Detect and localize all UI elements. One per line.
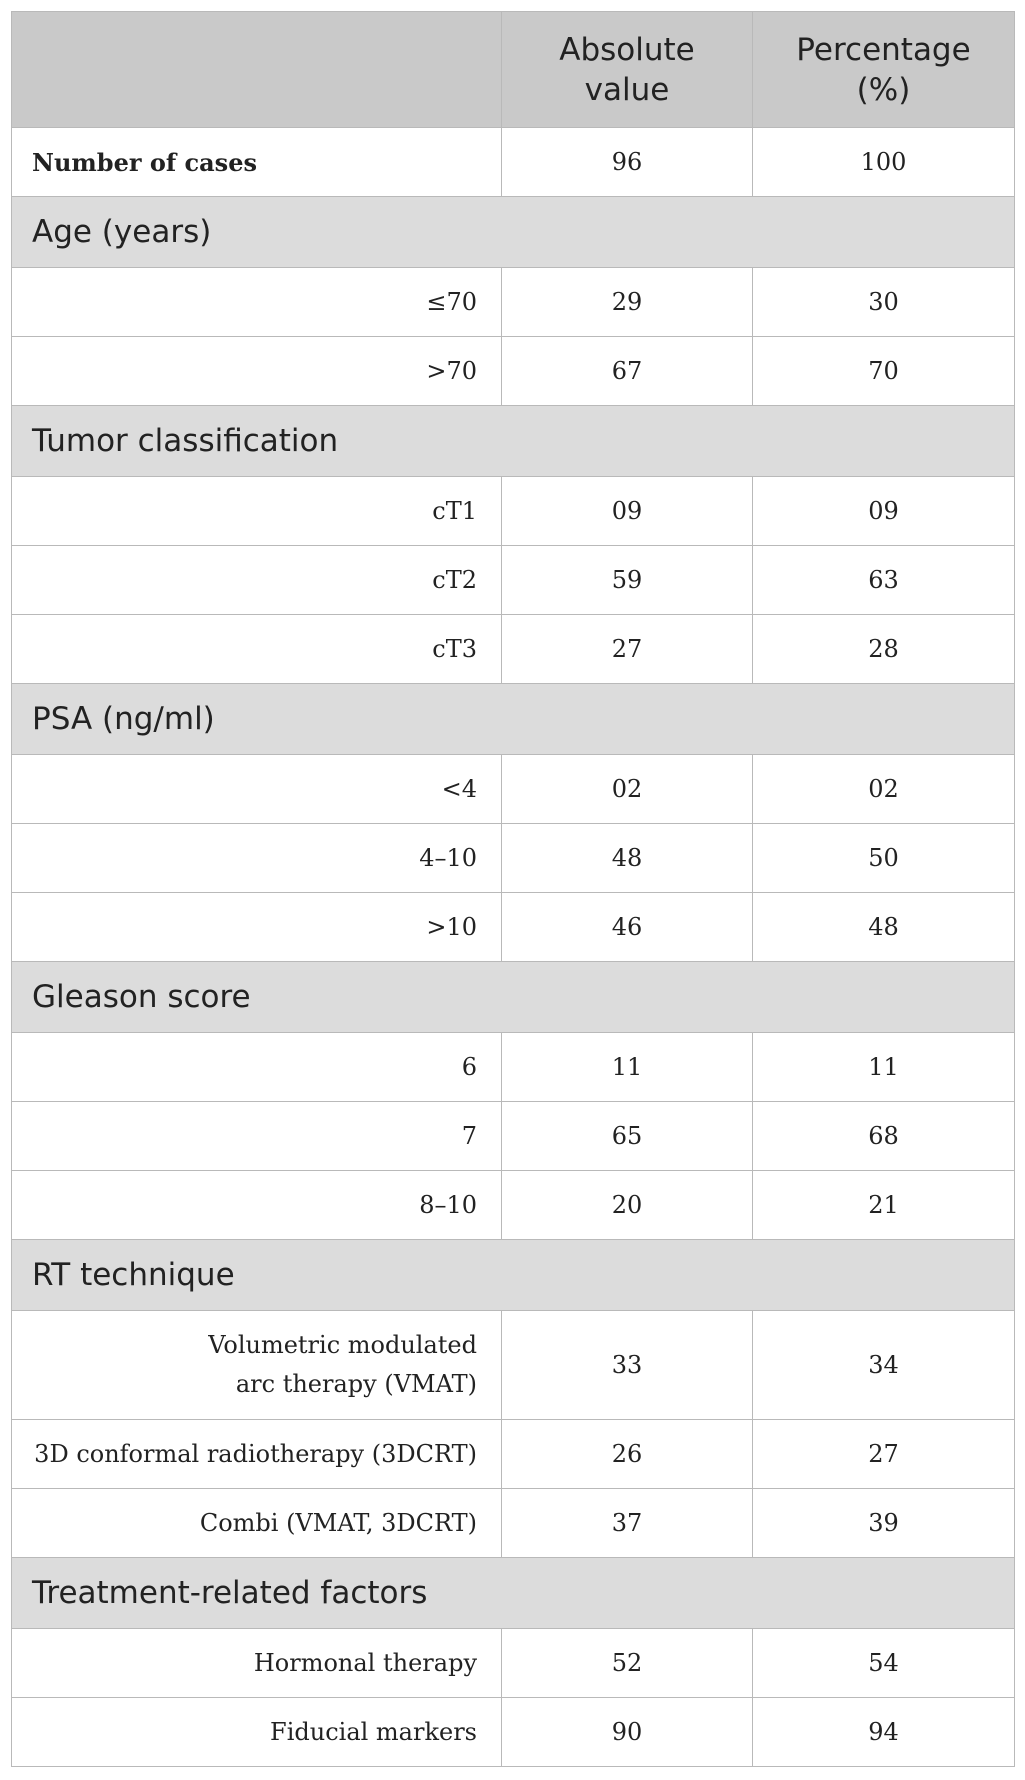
section-title: Tumor classification bbox=[12, 406, 1015, 477]
percentage-cell: 54 bbox=[753, 1629, 1015, 1698]
absolute-value-cell: 90 bbox=[502, 1698, 753, 1767]
percentage-cell: 09 bbox=[753, 477, 1015, 546]
table-row bbox=[12, 268, 1015, 337]
row-label: 8–10 bbox=[12, 1171, 502, 1240]
table-row bbox=[12, 824, 1015, 893]
absolute-value-cell: 37 bbox=[502, 1489, 753, 1558]
section-header-age bbox=[12, 197, 1015, 268]
section-title: RT technique bbox=[12, 1240, 1015, 1311]
total-row bbox=[12, 128, 1015, 197]
table-row bbox=[12, 546, 1015, 615]
row-label: Volumetric modulated arc therapy (VMAT) bbox=[12, 1311, 502, 1420]
absolute-value-cell: 02 bbox=[502, 755, 753, 824]
table-row bbox=[12, 755, 1015, 824]
section-title: Treatment-related factors bbox=[12, 1558, 1015, 1629]
table-row bbox=[12, 615, 1015, 684]
table-row bbox=[12, 1629, 1015, 1698]
header-percentage: Percentage (%) bbox=[753, 12, 1015, 128]
percentage-cell: 94 bbox=[753, 1698, 1015, 1767]
row-label: 4–10 bbox=[12, 824, 502, 893]
row-label: cT2 bbox=[12, 546, 502, 615]
row-label: Fiducial markers bbox=[12, 1698, 502, 1767]
percentage-cell: 27 bbox=[753, 1420, 1015, 1489]
percentage-cell: 21 bbox=[753, 1171, 1015, 1240]
absolute-value-cell: 20 bbox=[502, 1171, 753, 1240]
table-row bbox=[12, 1102, 1015, 1171]
absolute-value-cell: 96 bbox=[502, 128, 753, 197]
header-label-cell bbox=[12, 12, 502, 128]
absolute-value-cell: 59 bbox=[502, 546, 753, 615]
absolute-value-cell: 48 bbox=[502, 824, 753, 893]
table-row bbox=[12, 1311, 1015, 1420]
row-label: >70 bbox=[12, 337, 502, 406]
absolute-value-cell: 33 bbox=[502, 1311, 753, 1420]
row-label: Hormonal therapy bbox=[12, 1629, 502, 1698]
table-row bbox=[12, 337, 1015, 406]
percentage-cell: 34 bbox=[753, 1311, 1015, 1420]
absolute-value-cell: 29 bbox=[502, 268, 753, 337]
percentage-cell: 63 bbox=[753, 546, 1015, 615]
table-header-row bbox=[12, 12, 1015, 128]
absolute-value-cell: 52 bbox=[502, 1629, 753, 1698]
row-label: cT1 bbox=[12, 477, 502, 546]
section-header-treatment-related-factors bbox=[12, 1558, 1015, 1629]
table-row bbox=[12, 1171, 1015, 1240]
percentage-cell: 39 bbox=[753, 1489, 1015, 1558]
section-title: Age (years) bbox=[12, 197, 1015, 268]
percentage-cell: 100 bbox=[753, 128, 1015, 197]
absolute-value-cell: 26 bbox=[502, 1420, 753, 1489]
percentage-cell: 70 bbox=[753, 337, 1015, 406]
section-header-rt-technique bbox=[12, 1240, 1015, 1311]
absolute-value-cell: 11 bbox=[502, 1033, 753, 1102]
section-header-gleason-score bbox=[12, 962, 1015, 1033]
row-label: 3D conformal radiotherapy (3DCRT) bbox=[12, 1420, 502, 1489]
percentage-cell: 68 bbox=[753, 1102, 1015, 1171]
row-label: 6 bbox=[12, 1033, 502, 1102]
percentage-cell: 28 bbox=[753, 615, 1015, 684]
section-header-tumor-classification bbox=[12, 406, 1015, 477]
table-row bbox=[12, 1489, 1015, 1558]
absolute-value-cell: 67 bbox=[502, 337, 753, 406]
absolute-value-cell: 65 bbox=[502, 1102, 753, 1171]
table-row bbox=[12, 1698, 1015, 1767]
section-title: PSA (ng/ml) bbox=[12, 684, 1015, 755]
section-header-psa bbox=[12, 684, 1015, 755]
row-label: 7 bbox=[12, 1102, 502, 1171]
absolute-value-cell: 46 bbox=[502, 893, 753, 962]
percentage-cell: 48 bbox=[753, 893, 1015, 962]
percentage-cell: 50 bbox=[753, 824, 1015, 893]
row-label: ≤70 bbox=[12, 268, 502, 337]
percentage-cell: 30 bbox=[753, 268, 1015, 337]
percentage-cell: 11 bbox=[753, 1033, 1015, 1102]
table-row bbox=[12, 893, 1015, 962]
absolute-value-cell: 09 bbox=[502, 477, 753, 546]
row-label: <4 bbox=[12, 755, 502, 824]
patient-characteristics-table bbox=[11, 11, 1015, 1767]
row-label: cT3 bbox=[12, 615, 502, 684]
section-title: Gleason score bbox=[12, 962, 1015, 1033]
table-row bbox=[12, 1420, 1015, 1489]
table-row bbox=[12, 1033, 1015, 1102]
table-row bbox=[12, 477, 1015, 546]
header-absolute-value: Absolute value bbox=[502, 12, 753, 128]
row-label: Combi (VMAT, 3DCRT) bbox=[12, 1489, 502, 1558]
percentage-cell: 02 bbox=[753, 755, 1015, 824]
absolute-value-cell: 27 bbox=[502, 615, 753, 684]
row-label: >10 bbox=[12, 893, 502, 962]
row-label: Number of cases bbox=[12, 128, 502, 197]
